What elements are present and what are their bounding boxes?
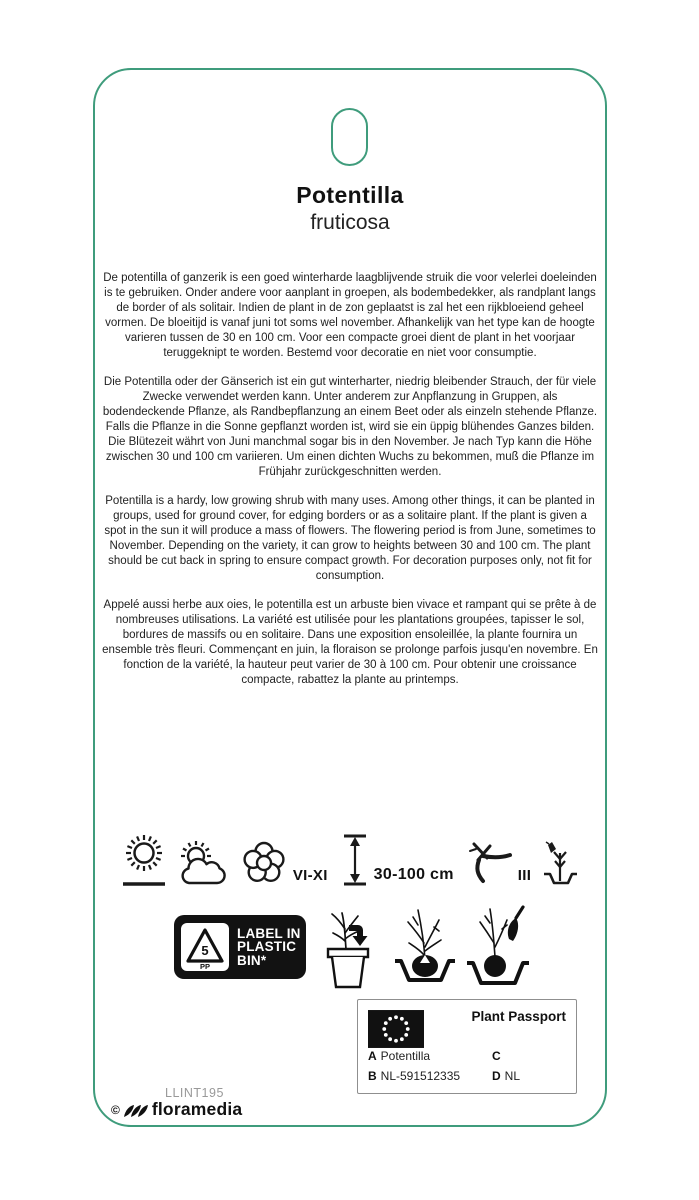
- recycle-symbol: [181, 923, 229, 971]
- pictogram-plant-root-ball: [394, 905, 456, 991]
- label-code: LLINT195: [165, 1086, 224, 1100]
- height-group: [341, 833, 454, 887]
- brand-name: floramedia: [151, 1099, 243, 1119]
- plant-genus-title: Potentilla: [296, 182, 404, 208]
- pruning-group: [467, 841, 531, 887]
- field-b-key: B: [368, 1069, 377, 1083]
- pruning-month-label: III: [517, 867, 532, 884]
- eu-flag-icon: [368, 1009, 424, 1049]
- description-french: Appelé aussi herbe aux oies, le potentilla est un arbuste bien vivace et rampant qui se prête à de nombreuses utilisations. La variété est utilisée pour les plantations groupées, tapisser le sol, bordures de massifs ou en solitaire. Dans une exposition ensoleillée, la plante fournira un ensemble très fleuri. Commençant en juin, la floraison se prolonge parfois jusqu'en novembre. En fonction de la variété, la hauteur peut varier de 30 à 100 cm. Pour obtenir une croissance compacte, rabattez la plante au printemps.: [102, 599, 598, 686]
- planting-icon: [544, 841, 578, 887]
- passport-title: Plant Passport: [471, 1009, 566, 1024]
- flowering-months-label: VI-XI: [292, 867, 328, 884]
- pictogram-remove-from-pot: [319, 905, 377, 991]
- height-arrow-icon: [341, 833, 369, 887]
- plant-passport-box: [357, 999, 577, 1094]
- field-a-value: Potentilla: [380, 1049, 431, 1063]
- badge-line-1: LABEL IN: [237, 925, 301, 941]
- copyright-mark: ©: [111, 1102, 120, 1117]
- badge-line-3: BIN*: [237, 952, 267, 968]
- description-block: [102, 271, 599, 702]
- pruning-shears-icon: [467, 841, 513, 887]
- passport-field-a: [368, 1049, 430, 1063]
- floramedia-leaf-icon: [123, 1102, 149, 1118]
- partial-shade-icon: [179, 837, 227, 887]
- badge-line-2: PLASTIC: [237, 939, 297, 955]
- recycle-badge: [174, 915, 306, 979]
- care-icon-row: [95, 833, 605, 887]
- passport-field-d: [492, 1069, 520, 1083]
- resin-code: 5: [201, 943, 209, 958]
- full-sun-icon: [122, 833, 166, 887]
- label-card: [93, 68, 607, 1127]
- description-dutch: De potentilla of ganzerik is een goed winterharde laagblijvende struik die voor velerlei doeleinden is te gebruiken. Onder andere voor aanplant in groepen, als bodembedekker, als randplant langs de border of als solitair. Indien de plant in de zon geplaatst is zal het een rijkbloeiend geheel vormen. De bloeitijd is vanaf juni tot soms wel november. Afhankelijk van het type kan de hoogte varieren tussen de 30 en 100 cm. Voor een compacte groei dient de plant in het voorjaar teruggeknipt te worden. Bestemd voor decoratie en niet voor consumptie.: [103, 272, 597, 359]
- floramedia-logo: [111, 1099, 242, 1120]
- punch-hole: [331, 108, 368, 166]
- recycle-badge-text: [237, 927, 301, 968]
- flowering-period-group: [240, 839, 328, 887]
- plant-species-subtitle: fruticosa: [310, 211, 390, 234]
- field-d-value: NL: [504, 1069, 521, 1083]
- field-c-key: C: [492, 1049, 501, 1063]
- passport-field-c: [492, 1049, 505, 1063]
- pictogram-fill-soil-trowel: [466, 903, 532, 991]
- field-d-key: D: [492, 1069, 501, 1083]
- resin-material: PP: [199, 962, 211, 971]
- description-english: Potentilla is a hardy, low growing shrub with many uses. Among other things, it can be planted in groups, used for ground cover, for edging borders or as a solitaire plant. If the plant is given a spot in the sun it will produce a mass of flowers. The flowering period is from June, sometimes to November. Depending on the variety, it can grow to heights between 30 and 100 cm. The plant should be cut back in spring to ensure compact growth. For decoration purposes only, not fit for consumption.: [104, 495, 596, 582]
- flower-icon: [240, 839, 288, 887]
- passport-field-b: [368, 1069, 460, 1083]
- field-b-value: NL-591512335: [380, 1069, 461, 1083]
- field-a-key: A: [368, 1049, 377, 1063]
- description-german: Die Potentilla oder der Gänserich ist ein gut winterharter, niedrig bleibender Strauch, der für viele Zwecke verwendet werden kann. Unter anderem zur Anpflanzung in Gruppen, als bodendeckende Pflanze, als Randbepflanzung an einem Beet oder als einzeln stehende Pflanze. Falls die Pflanze in die Sonne gepflanzt worden ist, wird sie ein üppig blühendes Ganzes bilden. Die Blütezeit währt von Juni manchmal sogar bis in den November. Je nach Typ kann die Höhe zwischen 30 und 100 cm variieren. Um einen dichten Wuchs zu bekommen, muß die Pflanze im Frühjahr zurückgeschnitten werden.: [102, 376, 598, 478]
- height-range-label: 30-100 cm: [373, 866, 454, 883]
